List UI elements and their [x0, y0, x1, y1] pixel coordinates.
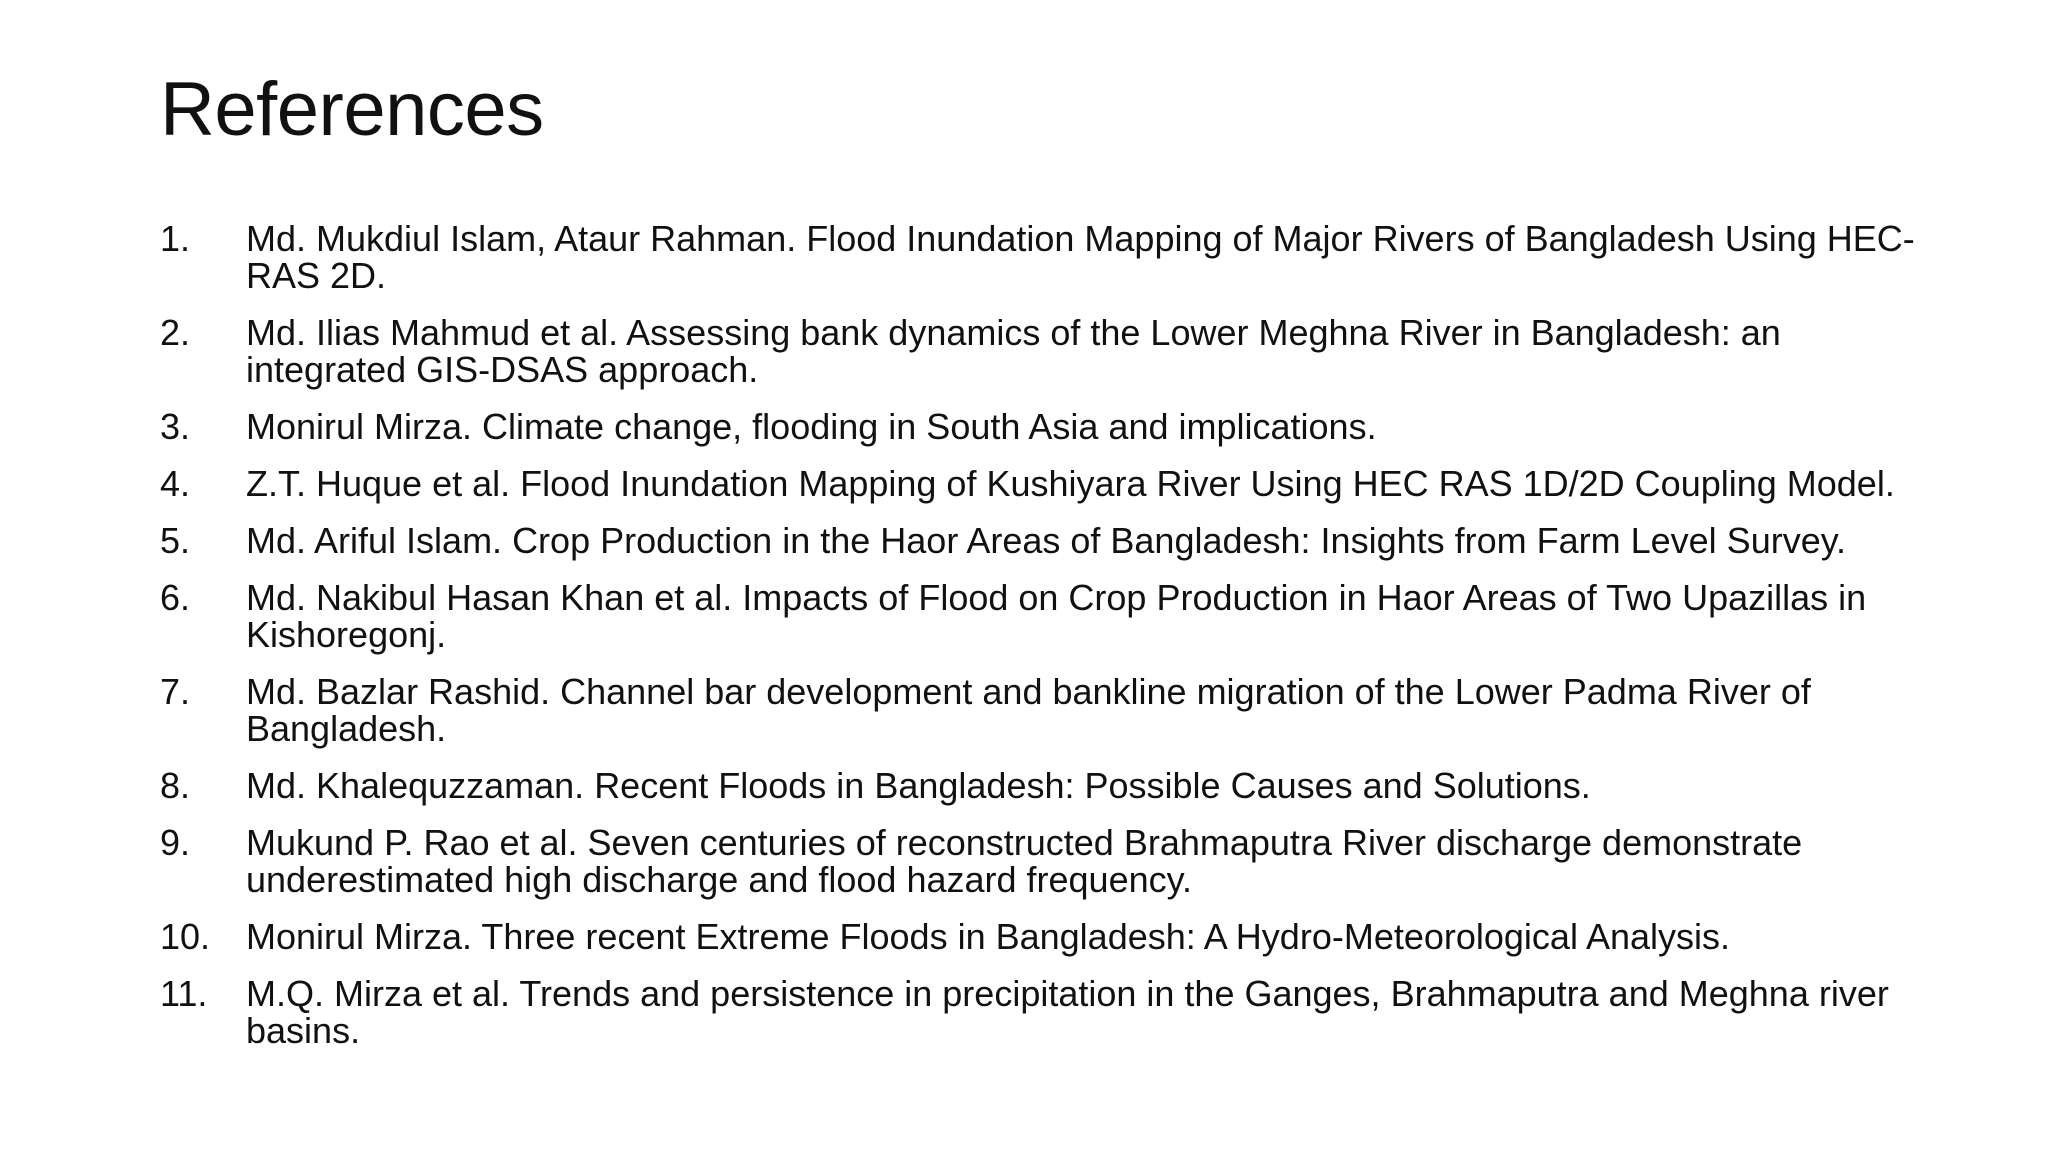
- reference-number: 11.: [160, 973, 208, 1014]
- reference-text: Monirul Mirza. Three recent Extreme Floods in Bangladesh: A Hydro-Meteorological Analysis.: [246, 916, 1731, 957]
- reference-number: 2.: [160, 312, 191, 353]
- reference-item: [160, 408, 1920, 445]
- reference-text: Z.T. Huque et al. Flood Inundation Mapping of Kushiyara River Using HEC RAS 1D/2D Coupling Model.: [246, 463, 1895, 504]
- reference-item: [160, 918, 1920, 955]
- reference-number: 3.: [160, 406, 191, 447]
- reference-text: Md. Mukdiul Islam, Ataur Rahman. Flood Inundation Mapping of Major Rivers of Bangladesh Using HEC-RAS 2D.: [246, 218, 1915, 296]
- reference-list: [160, 220, 1920, 1069]
- reference-number: 5.: [160, 520, 191, 561]
- reference-item: [160, 767, 1920, 804]
- reference-item: [160, 314, 1920, 388]
- reference-text: Mukund P. Rao et al. Seven centuries of reconstructed Brahmaputra River discharge demonstrate underestimated high discharge and flood hazard frequency.: [246, 822, 1803, 900]
- slide-title: References: [160, 67, 544, 152]
- reference-item: [160, 220, 1920, 294]
- reference-number: 1.: [160, 218, 191, 259]
- reference-item: [160, 975, 1920, 1049]
- reference-item: [160, 824, 1920, 898]
- reference-text: Md. Khalequzzaman. Recent Floods in Bangladesh: Possible Causes and Solutions.: [246, 765, 1591, 806]
- reference-text: Monirul Mirza. Climate change, flooding in South Asia and implications.: [246, 406, 1377, 447]
- reference-text: Md. Bazlar Rashid. Channel bar development and bankline migration of the Lower Padma River of Bangladesh.: [246, 671, 1811, 749]
- reference-text: Md. Ariful Islam. Crop Production in the Haor Areas of Bangladesh: Insights from Farm Level Survey.: [246, 520, 1847, 561]
- reference-number: 8.: [160, 765, 191, 806]
- reference-text: M.Q. Mirza et al. Trends and persistence in precipitation in the Ganges, Brahmaputra and Meghna river basins.: [246, 973, 1889, 1051]
- reference-item: [160, 465, 1920, 502]
- reference-number: 10.: [160, 916, 211, 957]
- reference-item: [160, 579, 1920, 653]
- reference-text: Md. Nakibul Hasan Khan et al. Impacts of Flood on Crop Production in Haor Areas of Two Upazillas in Kishoregonj.: [246, 577, 1867, 655]
- reference-item: [160, 673, 1920, 747]
- reference-text: Md. Ilias Mahmud et al. Assessing bank dynamics of the Lower Meghna River in Bangladesh: an integrated GIS-DSAS approach.: [246, 312, 1781, 390]
- reference-number: 9.: [160, 822, 191, 863]
- reference-item: [160, 522, 1920, 559]
- reference-number: 4.: [160, 463, 191, 504]
- reference-number: 7.: [160, 671, 191, 712]
- reference-number: 6.: [160, 577, 191, 618]
